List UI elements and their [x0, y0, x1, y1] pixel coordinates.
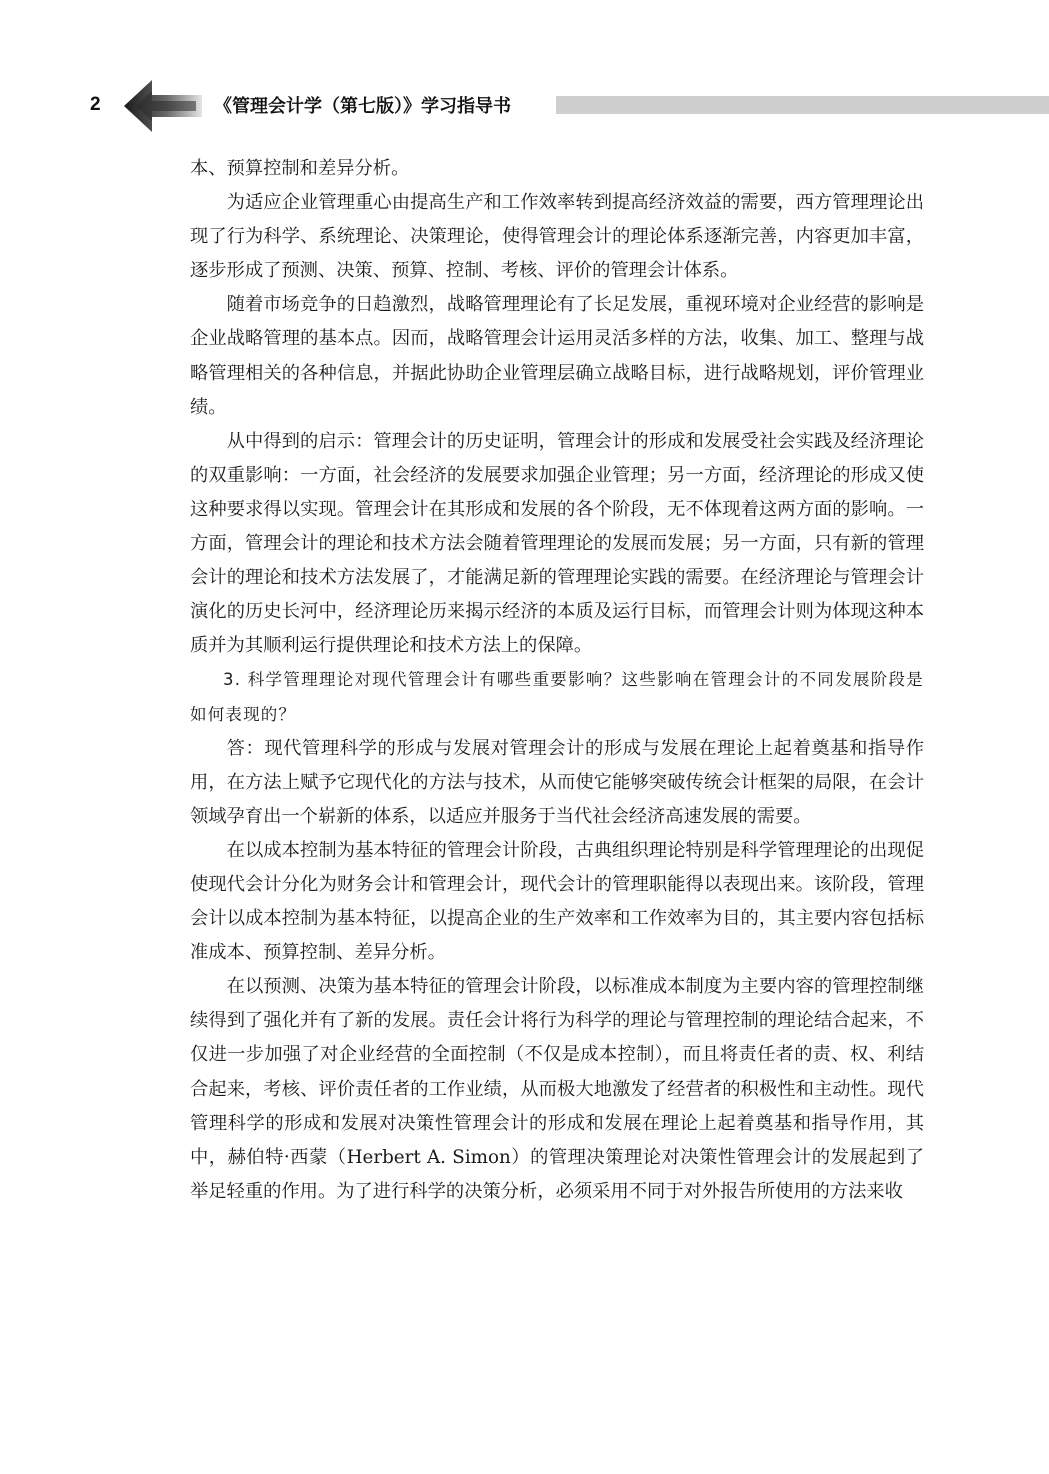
paragraph: 为适应企业管理重心由提高生产和工作效率转到提高经济效益的需要，西方管理理论出现了行为科学、系统理论、决策理论，使得管理会计的理论体系逐渐完善，内容更加丰富，逐步形成了预测、决策、预算、控制、考核、评价的管理会计体系。 [190, 192, 924, 282]
paragraph: 答：现代管理科学的形成与发展对管理会计的形成与发展在理论上起着奠基和指导作用，在方法上赋予它现代化的方法与技术，从而使它能够突破传统会计框架的局限，在会计领域孕育出一个崭新的体系，以适应并服务于当代社会经济高速发展的需要。 [190, 737, 924, 827]
arrow-left-icon [122, 78, 204, 134]
paragraph: 在以成本控制为基本特征的管理会计阶段，古典组织理论特别是科学管理理论的出现促使现代会计分化为财务会计和管理会计，现代会计的管理职能得以表现出来。该阶段，管理会计以成本控制为基本特征，以提高企业的生产效率和工作效率为目的，其主要内容包括标准成本、预算控制、差异分析。 [190, 839, 924, 964]
running-header [0, 72, 1049, 138]
question-heading: 3. 科学管理理论对现代管理会计有哪些重要影响？这些影响在管理会计的不同发展阶段是如何表现的？ [190, 670, 924, 724]
paragraph: 在以预测、决策为基本特征的管理会计阶段，以标准成本制度为主要内容的管理控制继续得到了强化并有了新的发展。责任会计将行为科学的理论与管理控制的理论结合起来，不仅进一步加强了对企业经营的全面控制（不仅是成本控制），而且将责任者的责、权、利结合起来，考核、评价责任者的工作业绩，从而极大地激发了经营者的积极性和主动性。现代管理科学的形成和发展对决策性管理会计的形成和发展在理论上起着奠基和指导作用，其中，赫伯特·西蒙（Herbert A. Simon）的管理决策理论对决策性管理会计的发展起到了举足轻重的作用。为了进行科学的决策分析，必须采用不同于对外报告所使用的方法来收 [190, 976, 924, 1202]
paragraph: 从中得到的启示：管理会计的历史证明，管理会计的形成和发展受社会实践及经济理论的双重影响：一方面，社会经济的发展要求加强企业管理；另一方面，经济理论的形成又使这种要求得以实现。管理会计在其形成和发展的各个阶段，无不体现着这两方面的影响。一方面，管理会计的理论和技术方法会随着管理理论的发展而发展；另一方面，只有新的管理会计的理论和技术方法发展了，才能满足新的管理理论实践的需要。在经济理论与管理会计演化的历史长河中，经济理论历来揭示经济的本质及运行目标，而管理会计则为体现这种本质并为其顺利运行提供理论和技术方法上的保障。 [190, 430, 924, 657]
body-text [190, 152, 924, 1209]
paragraph: 随着市场竞争的日趋激烈，战略管理理论有了长足发展，重视环境对企业经营的影响是企业战略管理的基本点。因而，战略管理会计运用灵活多样的方法，收集、加工、整理与战略管理相关的各种信息，并据此协助企业管理层确立战略目标，进行战略规划，评价管理业绩。 [190, 294, 924, 418]
header-divider-bar [556, 96, 1049, 114]
book-title: 《管理会计学（第七版）》学习指导书 [214, 96, 511, 117]
page-number: 2 [90, 94, 101, 115]
paragraph-continued: 本、预算控制和差异分析。 [190, 158, 410, 179]
